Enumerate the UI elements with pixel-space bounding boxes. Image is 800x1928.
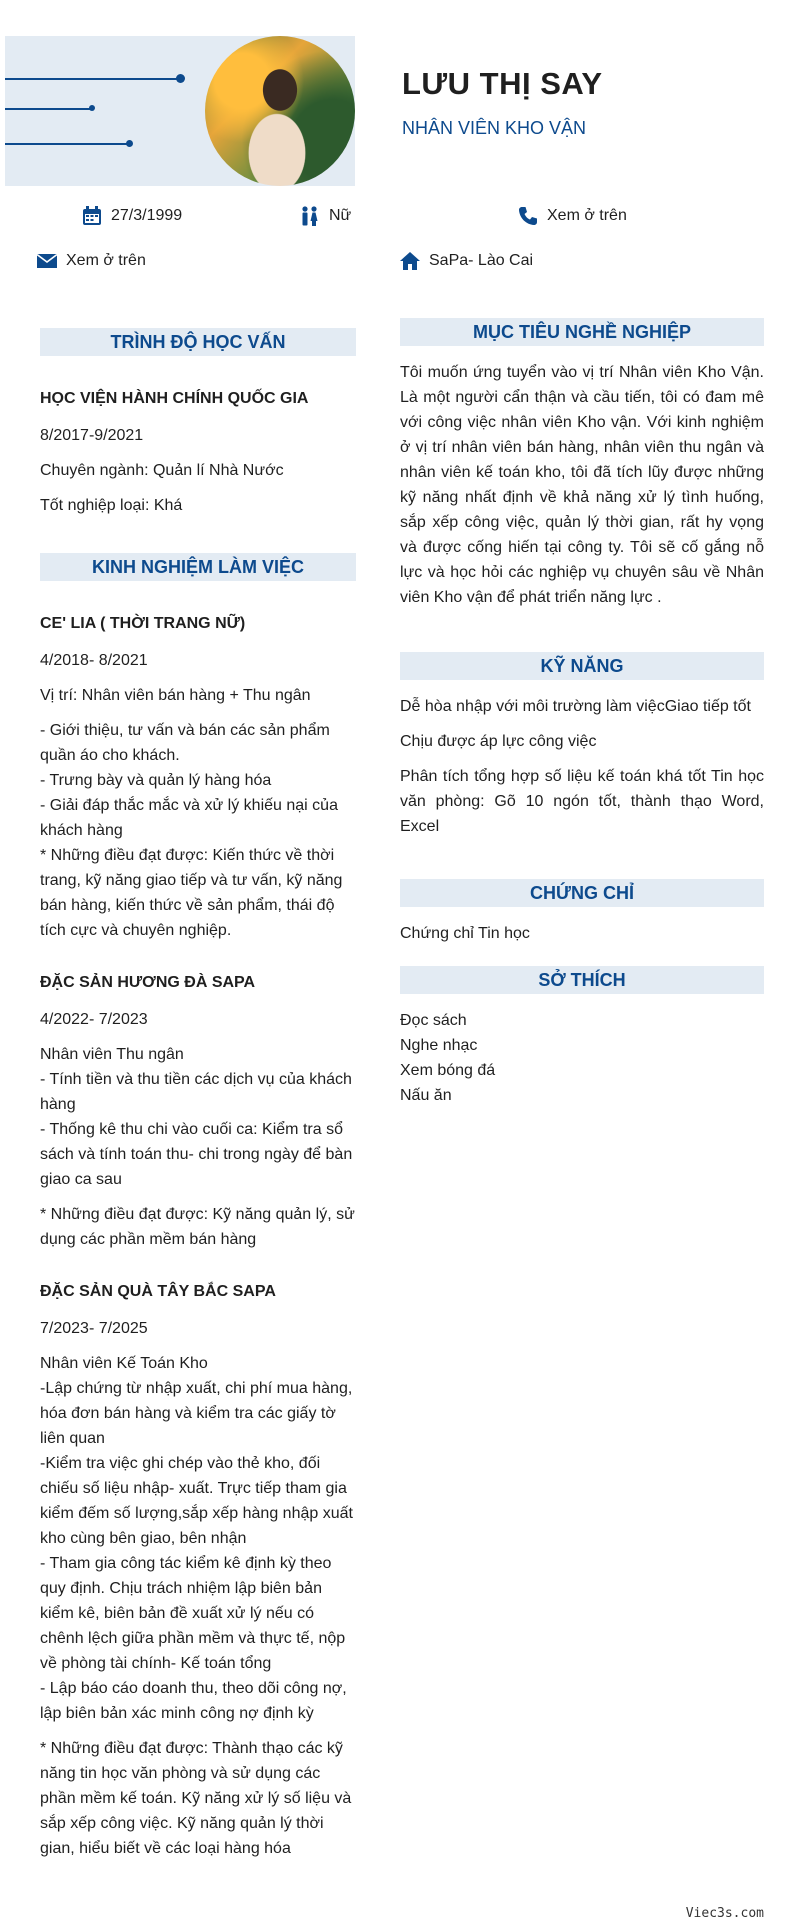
job-details: - Tính tiền và thu tiền các dịch vụ của khách hàng - Thống kê thu chi vào cuối ca: Kiểm tra sổ sách và tính toán thu- chi trong ngày để bàn giao ca sau — [40, 1071, 353, 1188]
section-heading-hobbies: SỞ THÍCH — [400, 966, 764, 994]
gender-info — [300, 206, 351, 226]
decorative-line — [5, 108, 93, 110]
certificate-item: Chứng chỉ Tin học — [400, 925, 530, 942]
certificates-section — [400, 921, 764, 946]
skill-item: Chịu được áp lực công việc — [400, 733, 597, 750]
job-period: 7/2023- 7/2025 — [40, 1320, 148, 1337]
hobby-item: Nghe nhạc — [400, 1037, 478, 1054]
calendar-icon — [82, 206, 102, 226]
address-info — [400, 251, 533, 271]
job-period: 4/2022- 7/2023 — [40, 1011, 148, 1028]
job-details: -Lập chứng từ nhập xuất, chi phí mua hàng, hóa đơn bán hàng và kiểm tra các giấy tờ liên quan -Kiểm tra việc ghi chép vào thẻ kho, đối chiếu số liệu nhập- xuất. Trực tiếp tham gia kiểm đếm số lượng,sắp xếp hàng nhập xuất kho cùng bên giao, bên nhận - Tham gia công tác kiểm kê định kỳ theo quy định. Chịu trách nhiệm lập biên bản kiểm kê, biên bản đề xuất xử lý nếu có chênh lệch giữa phần mềm và thực tế, nộp về phòng tài chính- Kế toán tổng - Lập báo cáo doanh thu, theo dõi công nợ, lập biên bản xác minh công nợ định kỳ — [40, 1380, 353, 1722]
job-company: CE' LIA ( THỜI TRANG NỮ) — [40, 615, 246, 632]
gender-value: Nữ — [329, 207, 352, 224]
email-info — [37, 251, 146, 271]
decorative-dot — [89, 105, 95, 111]
job-details: - Giới thiệu, tư vấn và bán các sản phẩm quần áo cho khách. - Trưng bày và quản lý hàng hóa - Giải đáp thắc mắc và xử lý khiếu nại của khách hàng * Những điều đạt được: Kiến thức về thời trang, kỹ năng giao tiếp và tư vấn, kỹ năng bán hàng, kiến thức về sản phẩm, thái độ tích cực và chuyên nghiệp. — [40, 722, 343, 939]
job-company: ĐẶC SẢN HƯƠNG ĐÀ SAPA — [40, 974, 256, 991]
education-section — [40, 386, 356, 518]
watermark: Viec3s.com — [685, 1906, 764, 1921]
education-grade: Tốt nghiệp loại: Khá — [40, 497, 183, 514]
decorative-line — [5, 78, 181, 80]
gender-icon — [300, 206, 320, 226]
phone-info — [518, 206, 627, 226]
section-heading-certificates: CHỨNG CHỈ — [400, 879, 764, 907]
experience-section — [40, 611, 356, 1861]
education-period: 8/2017-9/2021 — [40, 427, 144, 444]
section-heading-skills: KỸ NĂNG — [400, 652, 764, 680]
birthday-value: 27/3/1999 — [111, 207, 183, 224]
job-position: Nhân viên Thu ngân — [40, 1046, 184, 1063]
job-period: 4/2018- 8/2021 — [40, 652, 148, 669]
hobbies-section — [400, 1008, 764, 1108]
candidate-name: LƯU THỊ SAY — [402, 66, 603, 101]
job-position: Vị trí: Nhân viên bán hàng + Thu ngân — [40, 687, 311, 704]
section-heading-education: TRÌNH ĐỘ HỌC VẤN — [40, 328, 356, 356]
job-title: NHÂN VIÊN KHO VẬN — [402, 118, 587, 138]
objective-section — [400, 360, 764, 610]
job-position: Nhân viên Kế Toán Kho — [40, 1355, 208, 1372]
job-achievement: * Những điều đạt được: Kỹ năng quản lý, sử dụng các phần mềm bán hàng — [40, 1206, 355, 1248]
job-achievement: * Những điều đạt được: Thành thạo các kỹ năng tin học văn phòng và sử dụng các phần mềm kế toán. Kỹ năng xử lý số liệu và sắp xếp công việc. Kỹ năng quản lý thời gian, hiểu biết về các loại hàng hóa — [40, 1740, 352, 1857]
birthday-info — [82, 206, 182, 226]
skills-section — [400, 694, 764, 839]
hobby-item: Nấu ăn — [400, 1087, 452, 1104]
section-heading-experience: KINH NGHIỆM LÀM VIỆC — [40, 553, 356, 581]
hobby-item: Xem bóng đá — [400, 1062, 496, 1079]
decorative-dot — [126, 140, 133, 147]
decorative-line — [5, 143, 130, 145]
phone-icon — [518, 206, 538, 226]
address-value: SaPa- Lào Cai — [429, 252, 534, 269]
job-entry — [40, 611, 356, 943]
email-icon — [37, 251, 57, 271]
objective-text: Tôi muốn ứng tuyển vào vị trí Nhân viên Kho Vận. Là một người cẩn thận và cầu tiến, tôi có đam mê với công việc nhân viên Kho vận. Với kinh nghiệm ở vị trí nhân viên bán hàng, nhân viên thu ngân và nhân viên kế toán kho, tôi đã tích lũy được những kỹ năng nhất định về khả năng xử lý tình huống, sắp xếp công việc, quản lý thời gian, rất hy vọng và được cống hiến tại công ty. Tôi sẽ cố gắng nỗ lực và học hỏi các nghiệp vụ chuyên sâu về Nhân viên Kho vận để phát triển năng lực . — [400, 364, 764, 606]
email-value: Xem ở trên — [66, 252, 146, 269]
education-school: HỌC VIỆN HÀNH CHÍNH QUỐC GIA — [40, 390, 309, 407]
avatar — [205, 36, 355, 186]
job-company: ĐẶC SẢN QUÀ TÂY BẮC SAPA — [40, 1283, 276, 1300]
skill-item: Dễ hòa nhập với môi trường làm việcGiao tiếp tốt — [400, 698, 751, 715]
job-entry — [40, 1279, 356, 1861]
home-icon — [400, 251, 420, 271]
education-major: Chuyên ngành: Quản lí Nhà Nước — [40, 462, 284, 479]
job-entry — [40, 970, 356, 1252]
hobby-item: Đọc sách — [400, 1012, 467, 1029]
section-heading-objective: MỤC TIÊU NGHỀ NGHIỆP — [400, 318, 764, 346]
skill-item: Phân tích tổng hợp số liệu kế toán khá tốt Tin học văn phòng: Gõ 10 ngón tốt, thành thạo Word, Excel — [400, 768, 764, 835]
decorative-dot — [176, 74, 185, 83]
phone-value: Xem ở trên — [547, 207, 627, 224]
